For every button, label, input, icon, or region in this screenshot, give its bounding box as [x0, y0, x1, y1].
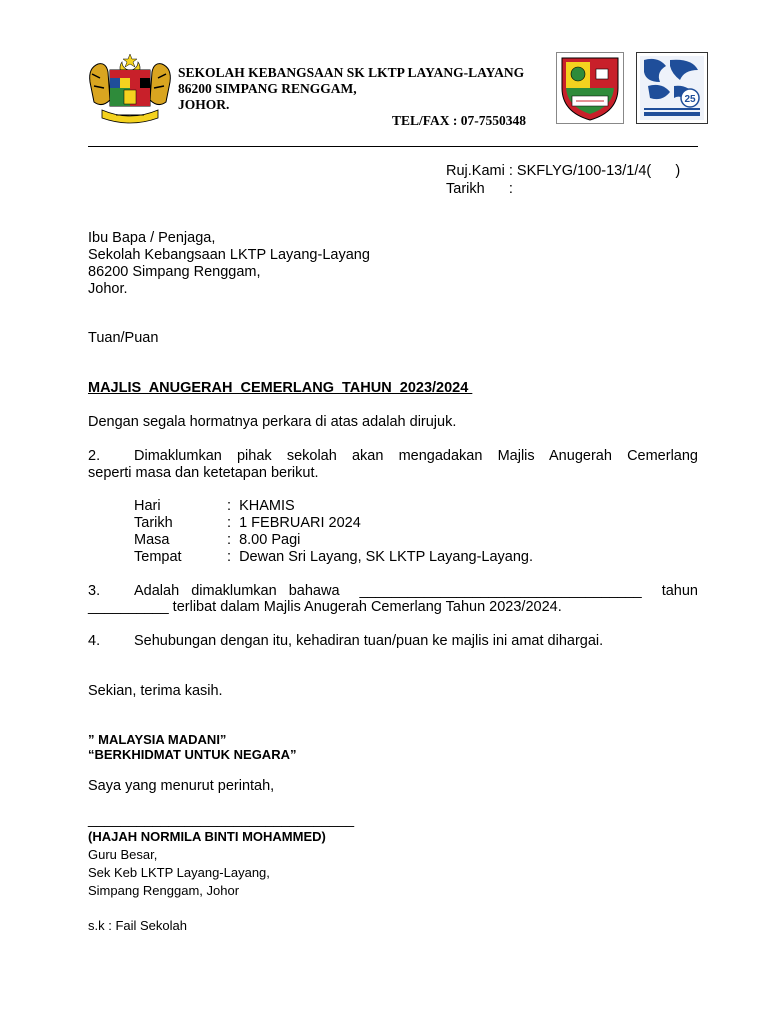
detail-value-tempat: : Dewan Sri Layang, SK LKTP Layang-Layang.	[227, 549, 534, 565]
programme-number: 25	[684, 94, 696, 105]
school-name: SEKOLAH KEBANGSAAN SK LKTP LAYANG-LAYANG	[178, 65, 525, 80]
year-blank: __________	[88, 599, 169, 615]
school-crest-logo	[556, 52, 624, 124]
carbon-copy: s.k : Fail Sekolah	[88, 918, 187, 933]
paragraph-3-line-2	[88, 599, 562, 616]
intro-paragraph: Dengan segala hormatnya perkara di atas adalah dirujuk.	[88, 414, 457, 430]
paragraph-3-text-end: tahun	[661, 583, 698, 599]
paragraph-number: 3.	[88, 583, 101, 599]
order-line: Saya yang menurut perintah,	[88, 778, 275, 794]
student-name-blank: ___________________________________	[359, 583, 642, 599]
detail-label-tarikh: Tarikh	[134, 515, 173, 531]
motto-malaysia-madani: ” MALAYSIA MADANI”	[88, 732, 227, 747]
recipient-line: Ibu Bapa / Penjaga,	[88, 230, 216, 246]
recipient-line: Johor.	[88, 281, 128, 297]
paragraph-number: 4.	[88, 633, 101, 649]
tel-fax: TEL/FAX : 07-7550348	[392, 113, 526, 128]
signatory-organisation: Sek Keb LKTP Layang-Layang,	[88, 865, 270, 880]
paragraph-3-text-rest: terlibat dalam Majlis Anugerah Cemerlang Tahun 2023/2024.	[168, 599, 562, 615]
reference-number: Ruj.Kami : SKFLYG/100-13/1/4( )	[446, 163, 681, 179]
recipient-line: Sekolah Kebangsaan LKTP Layang-Layang	[88, 247, 370, 263]
signature-line: _________________________________	[88, 812, 355, 828]
subject-heading: MAJLIS ANUGERAH CEMERLANG TAHUN 2023/2024	[88, 380, 473, 396]
signatory-place: Simpang Renggam, Johor	[88, 883, 240, 898]
coat-of-arms-logo	[86, 52, 174, 124]
detail-label-tempat: Tempat	[134, 549, 182, 565]
paragraph-2-line-1: Dimaklumkan pihak sekolah akan mengadakan Majlis Anugerah Cemerlang	[134, 448, 698, 464]
salutation: Tuan/Puan	[88, 330, 159, 346]
school-state: JOHOR.	[178, 97, 230, 112]
detail-value-hari: : KHAMIS	[227, 498, 295, 514]
detail-label-masa: Masa	[134, 532, 170, 548]
header-divider	[88, 146, 698, 147]
detail-label-hari: Hari	[134, 498, 161, 514]
paragraph-2-line-2: seperti masa dan ketetapan berikut.	[88, 465, 319, 481]
closing-line: Sekian, terima kasih.	[88, 683, 223, 699]
paragraph-3-line-1	[134, 583, 698, 600]
paragraph-4-text: Sehubungan dengan itu, kehadiran tuan/puan ke majlis ini amat dihargai.	[134, 633, 604, 649]
25-programme-logo	[636, 52, 708, 124]
detail-value-masa: : 8.00 Pagi	[227, 532, 301, 548]
detail-value-tarikh: : 1 FEBRUARI 2024	[227, 515, 361, 531]
recipient-line: 86200 Simpang Renggam,	[88, 264, 261, 280]
reference-date: Tarikh :	[446, 181, 513, 197]
paragraph-3-text-start: Adalah dimaklumkan bahawa	[134, 583, 340, 599]
signatory-name: (HAJAH NORMILA BINTI MOHAMMED)	[88, 829, 326, 844]
paragraph-number: 2.	[88, 448, 101, 464]
signatory-title: Guru Besar,	[88, 847, 158, 862]
motto-berkhidmat: “BERKHIDMAT UNTUK NEGARA”	[88, 747, 297, 762]
school-postcode-town: 86200 SIMPANG RENGGAM,	[178, 81, 357, 96]
